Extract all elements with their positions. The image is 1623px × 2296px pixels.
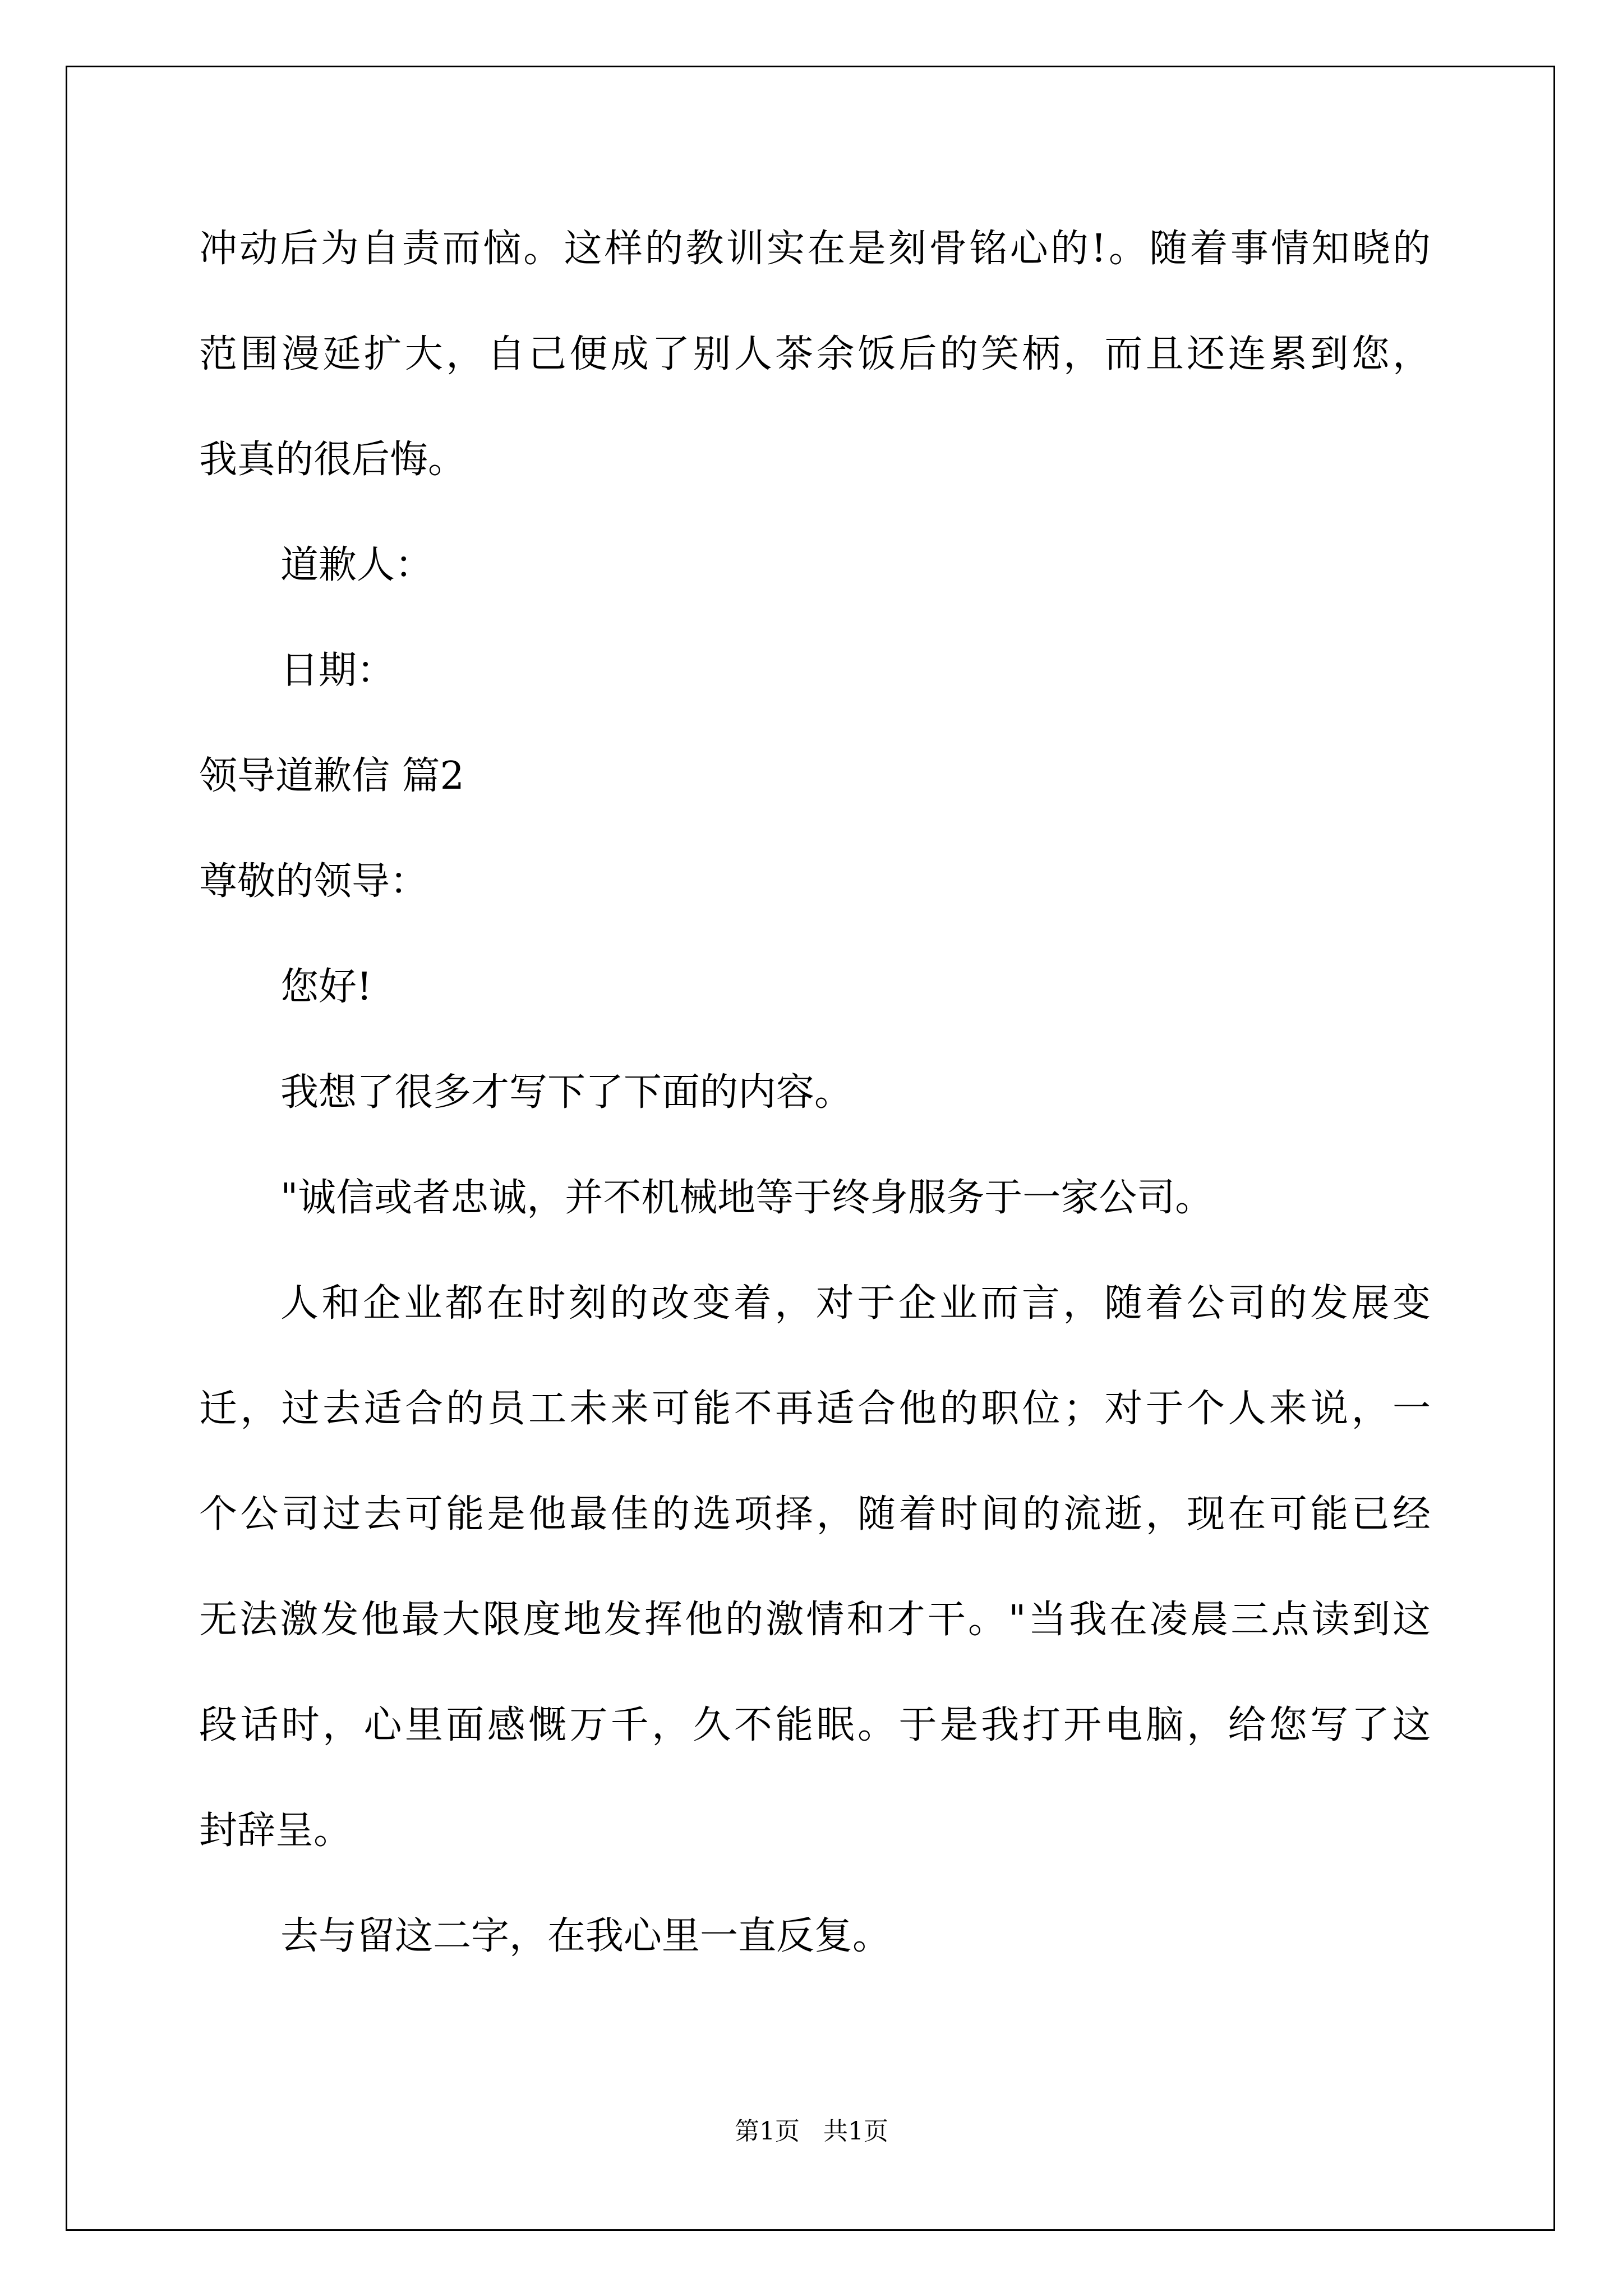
- greeting: 您好!: [280, 965, 372, 1009]
- body-text-line: 我真的很后悔。: [199, 438, 467, 482]
- body-text-line: "诚信或者忠诚，并不机械地等于终身服务于一家公司。: [280, 1176, 1214, 1220]
- body-text-line: 范围漫延扩大，自己便成了别人茶余饭后的笑柄，而且还连累到您，: [199, 332, 1431, 376]
- body-text-line: 封辞呈。: [199, 1809, 352, 1853]
- section-heading: 领导道歉信 篇2: [199, 754, 464, 798]
- salutation: 尊敬的领导：: [199, 859, 428, 904]
- page-border: [66, 66, 1555, 2231]
- body-text-line: 人和企业都在时刻的改变着，对于企业而言，随着公司的发展变: [280, 1281, 1431, 1326]
- body-text-line: 冲动后为自责而恼。这样的教训实在是刻骨铭心的!。随着事情知晓的: [199, 227, 1431, 271]
- body-text-line: 迁，过去适合的员工未来可能不再适合他的职位；对于个人来说，一: [199, 1387, 1431, 1431]
- date-label: 日期：: [280, 648, 395, 693]
- signatory-label: 道歉人：: [280, 543, 434, 587]
- page-footer: 第1页 共1页: [735, 2117, 888, 2146]
- body-text-line: 我想了很多才写下了下面的内容。: [280, 1070, 853, 1115]
- body-text-line: 无法激发他最大限度地发挥他的激情和才干。"当我在凌晨三点读到这: [199, 1598, 1431, 1642]
- body-text-line: 段话时，心里面感慨万千，久不能眠。于是我打开电脑，给您写了这: [199, 1703, 1431, 1747]
- body-text-line: 去与留这二字，在我心里一直反复。: [280, 1914, 891, 1958]
- body-text-line: 个公司过去可能是他最佳的选项择，随着时间的流逝，现在可能已经: [199, 1492, 1431, 1536]
